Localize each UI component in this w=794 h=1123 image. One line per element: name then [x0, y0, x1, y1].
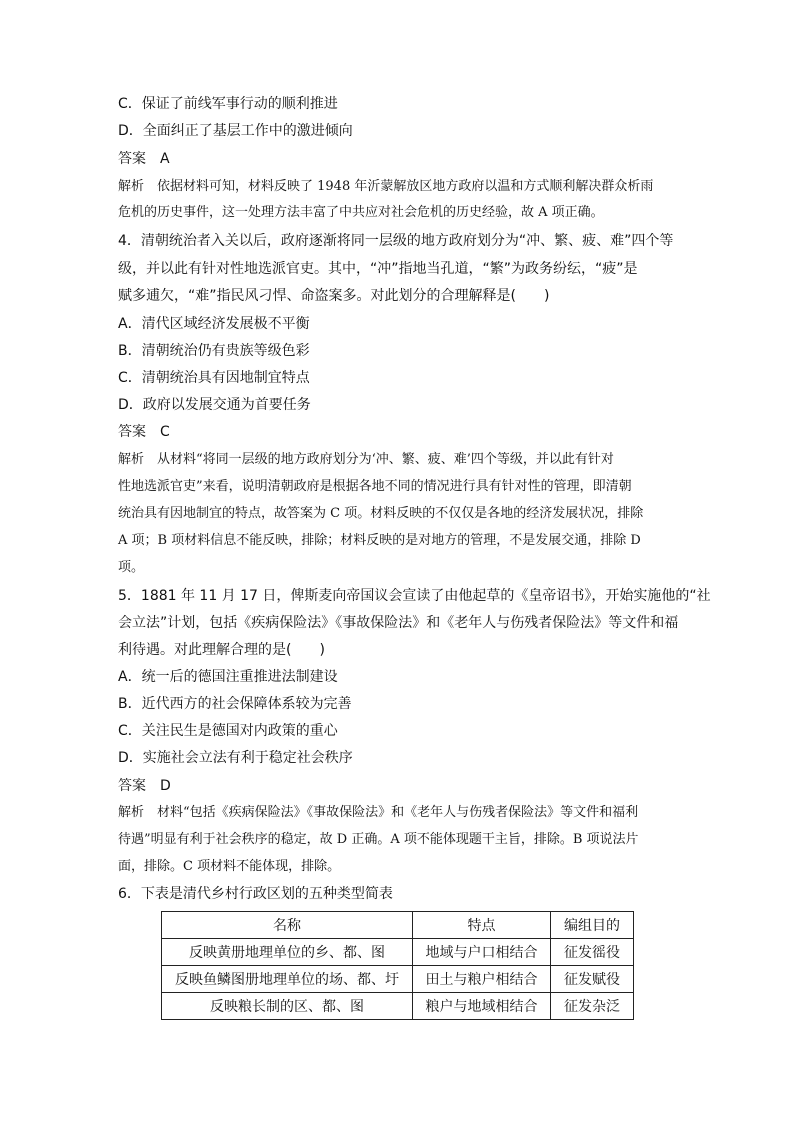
- village-division-table: [161, 911, 634, 1020]
- q3-option-d: D．全面纠正了基层工作中的激进倾向: [118, 123, 353, 139]
- q5-analysis-line: 解析 材料“包括《疾病保险法》《事故保险法》和《老年人与伤残者保险法》等文件和福利: [118, 805, 639, 820]
- table-header-cell: 特点: [413, 912, 551, 939]
- q4-answer: 答案 C: [118, 424, 170, 440]
- q4-analysis-line: 统治具有因地制宜的特点，故答案为 C 项。材料反映的不仅仅是各地的经济发展状况，排除: [118, 506, 644, 521]
- table-cell: 粮户与地域相结合: [413, 993, 551, 1020]
- table-cell: 反映黄册地理单位的乡、都、图: [162, 939, 413, 966]
- q5-analysis-line: 面，排除。C 项材料不能体现，排除。: [118, 859, 341, 874]
- q5-stem-line: 5．1881 年 11 月 17 日，俾斯麦向帝国议会宣读了由他起草的《皇帝诏书》，开始实施他的“社: [118, 588, 711, 604]
- table-cell: 田土与粮户相结合: [413, 966, 551, 993]
- table-row: [162, 966, 634, 993]
- table-cell: 征发赋役: [551, 966, 634, 993]
- table-header-cell: 编组目的: [551, 912, 634, 939]
- q3-analysis-line: 危机的历史事件，这一处理方法丰富了中共应对社会危机的历史经验，故 A 项正确。: [118, 205, 604, 220]
- table-header-row: [162, 912, 634, 939]
- table-cell: 地域与户口相结合: [413, 939, 551, 966]
- q5-stem-line: 利待遇。对此理解合理的是( ): [118, 642, 325, 658]
- q6-stem: 6．下表是清代乡村行政区划的五种类型简表: [118, 886, 393, 902]
- q4-option-d: D．政府以发展交通为首要任务: [118, 397, 311, 413]
- q5-stem-line: 会立法”计划，包括《疾病保险法》《事故保险法》和《老年人与伤残者保险法》等文件和福: [118, 615, 679, 631]
- q4-option-c: C．清朝统治具有因地制宜特点: [118, 370, 310, 386]
- q4-stem-line: 4．清朝统治者入关以后，政府逐渐将同一层级的地方政府划分为“冲、繁、疲、难”四个等: [118, 233, 674, 249]
- q4-stem-line: 级，并以此有针对性地选派官吏。其中，“冲”指地当孔道，“繁”为政务纷纭，“疲”是: [118, 261, 638, 277]
- q5-option-b: B．近代西方的社会保障体系较为完善: [118, 696, 352, 712]
- q5-answer: 答案 D: [118, 778, 171, 794]
- table-cell: 征发杂泛: [551, 993, 634, 1020]
- q4-analysis-line: 性地选派官吏”来看，说明清朝政府是根据各地不同的情况进行具有针对性的管理，即清朝: [118, 479, 632, 494]
- q4-stem-line: 赋多逋欠，“难”指民风刁悍、命盗案多。对此划分的合理解释是( ): [118, 288, 550, 304]
- q4-analysis-line: 项。: [118, 560, 145, 575]
- table-cell: 征发徭役: [551, 939, 634, 966]
- q5-analysis-line: 待遇”明显有利于社会秩序的稳定，故 D 正确。A 项不能体现题干主旨，排除。B 项说法片: [118, 832, 639, 847]
- q4-analysis-line: 解析 从材料“将同一层级的地方政府划分为‘冲、繁、疲、难’四个等级，并以此有针对: [118, 452, 614, 467]
- q4-analysis-line: A 项；B 项材料信息不能反映，排除；材料反映的是对地方的管理，不是发展交通，排除 D: [118, 533, 641, 548]
- q3-option-c: C．保证了前线军事行动的顺利推进: [118, 96, 338, 112]
- q5-option-d: D．实施社会立法有利于稳定社会秩序: [118, 750, 353, 766]
- table-header-cell: 名称: [162, 912, 413, 939]
- table-cell: 反映鱼鳞图册地理单位的场、都、圩: [162, 966, 413, 993]
- q4-option-b: B．清朝统治仍有贵族等级色彩: [118, 343, 310, 359]
- q5-option-c: C．关注民生是德国对内政策的重心: [118, 723, 338, 739]
- q3-answer: 答案 A: [118, 151, 170, 167]
- q3-analysis-line: 解析 依据材料可知，材料反映了 1948 年沂蒙解放区地方政府以温和方式顺利解决群众析雨: [118, 179, 654, 194]
- table-row: [162, 939, 634, 966]
- q4-option-a: A．清代区域经济发展极不平衡: [118, 316, 310, 332]
- table-row: [162, 993, 634, 1020]
- q5-option-a: A．统一后的德国注重推进法制建设: [118, 669, 338, 685]
- table-cell: 反映粮长制的区、都、图: [162, 993, 413, 1020]
